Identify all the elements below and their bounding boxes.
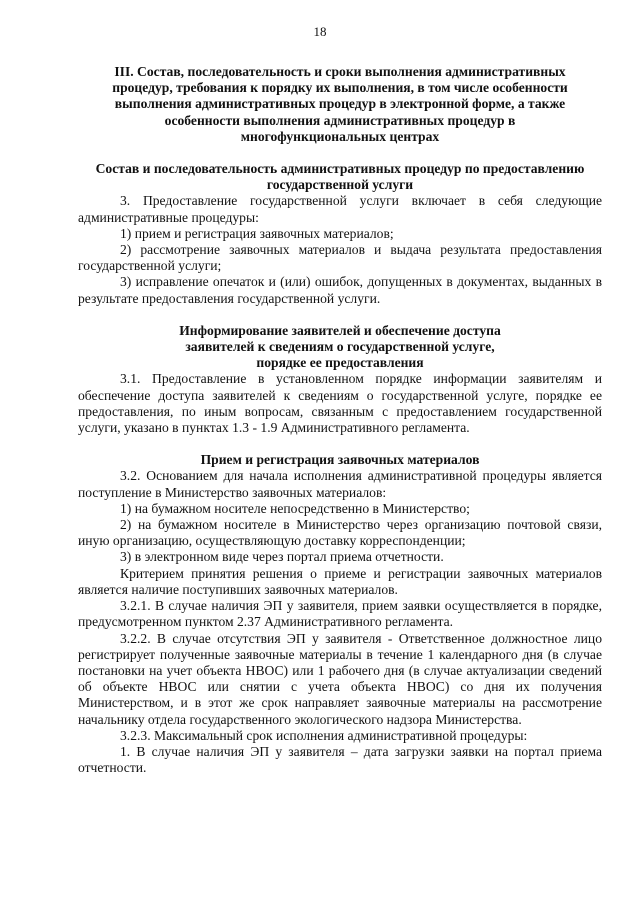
section-title-line: III. Состав, последовательность и сроки выполнения административных — [114, 64, 566, 79]
section-title-line: многофункциональных центрах — [240, 128, 440, 144]
paragraph: 3.2.2. В случае отсутствия ЭП у заявителя - Ответственное должностное лицо регистрирует полученные заявочные материалы в течение 1 календарного дня (в случае постановки на учет объекта НВОС) или 1 рабочего дня (в случае актуализации сведений об объекте НВОС или снятии с учета объекта НВОС) со дня их получения Министерством, и в этот же срок направляет заявочные материалы на рассмотрение начальнику отдела государственного экологического надзора Министерства. — [78, 630, 602, 727]
list-item: 3) в электронном виде через портал приема отчетности. — [120, 549, 444, 565]
paragraph: 3. Предоставление государственной услуги включает в себя следующие административные процедуры: — [78, 193, 602, 225]
paragraph: Критерием принятия решения о приеме и регистрации заявочных материалов является наличие поступивших заявочных материалов. — [78, 565, 602, 597]
section-title-line: процедур, требования к порядку их выполнения, в том числе особенности — [112, 80, 568, 96]
subsection-title-informing — [78, 323, 602, 372]
paragraph: 3.1. Предоставление в установленном порядке информации заявителям и обеспечение доступа заявителей к сведениям о государственной услуге, порядке ее предоставления, по иным вопросам, связанным с предоставлением государственной услуги, указано в пунктах 1.3 - 1.9 Административного регламента. — [78, 371, 602, 436]
subsection-title-line: порядке ее предоставления — [256, 355, 424, 371]
subsection-title-line: Состав и последовательность административных процедур по предоставлению — [95, 161, 585, 177]
list-item: 1) на бумажном носителе непосредственно в Министерство; — [120, 500, 470, 516]
list-item: 2) рассмотрение заявочных материалов и выдача результата предоставления государственной услуги; — [78, 242, 602, 274]
subsection-title-reception — [78, 452, 602, 468]
section-title-line: выполнения административных процедур в электронной форме, а также — [114, 96, 566, 112]
subsection-title-line: заявителей к сведениям о государственной услуге, — [185, 339, 495, 355]
list-item: 1. В случае наличия ЭП у заявителя – дата загрузки заявки на портал приема отчетности. — [78, 743, 602, 776]
section-title — [78, 64, 602, 145]
paragraph: 3.2. Основанием для начала исполнения административной процедуры является поступление в Министерство заявочных материалов: — [78, 468, 602, 500]
page-number: 18 — [313, 24, 327, 39]
subsection-title-procedures — [78, 161, 602, 193]
section-title-line: особенности выполнения административных процедур в — [164, 112, 516, 128]
list-item: 3) исправление опечаток и (или) ошибок, допущенных в документах, выданных в результате предоставления государственной услуги. — [78, 274, 602, 306]
subsection-title-line: Прием и регистрация заявочных материалов — [200, 452, 480, 468]
list-item: 2) на бумажном носителе в Министерство через организацию почтовой связи, иную организацию, осуществляющую доставку корреспонденции; — [78, 517, 602, 549]
list-item: 1) прием и регистрация заявочных материалов; — [120, 225, 394, 241]
subsection-title-line: государственной услуги — [266, 177, 414, 193]
page-content — [78, 58, 602, 776]
paragraph: 3.2.1. В случае наличия ЭП у заявителя, прием заявки осуществляется в порядке, предусмотренном пунктом 2.37 Административного регламента. — [78, 598, 602, 630]
paragraph: 3.2.3. Максимальный срок исполнения административной процедуры: — [120, 727, 528, 743]
subsection-title-line: Информирование заявителей и обеспечение доступа — [179, 322, 501, 338]
